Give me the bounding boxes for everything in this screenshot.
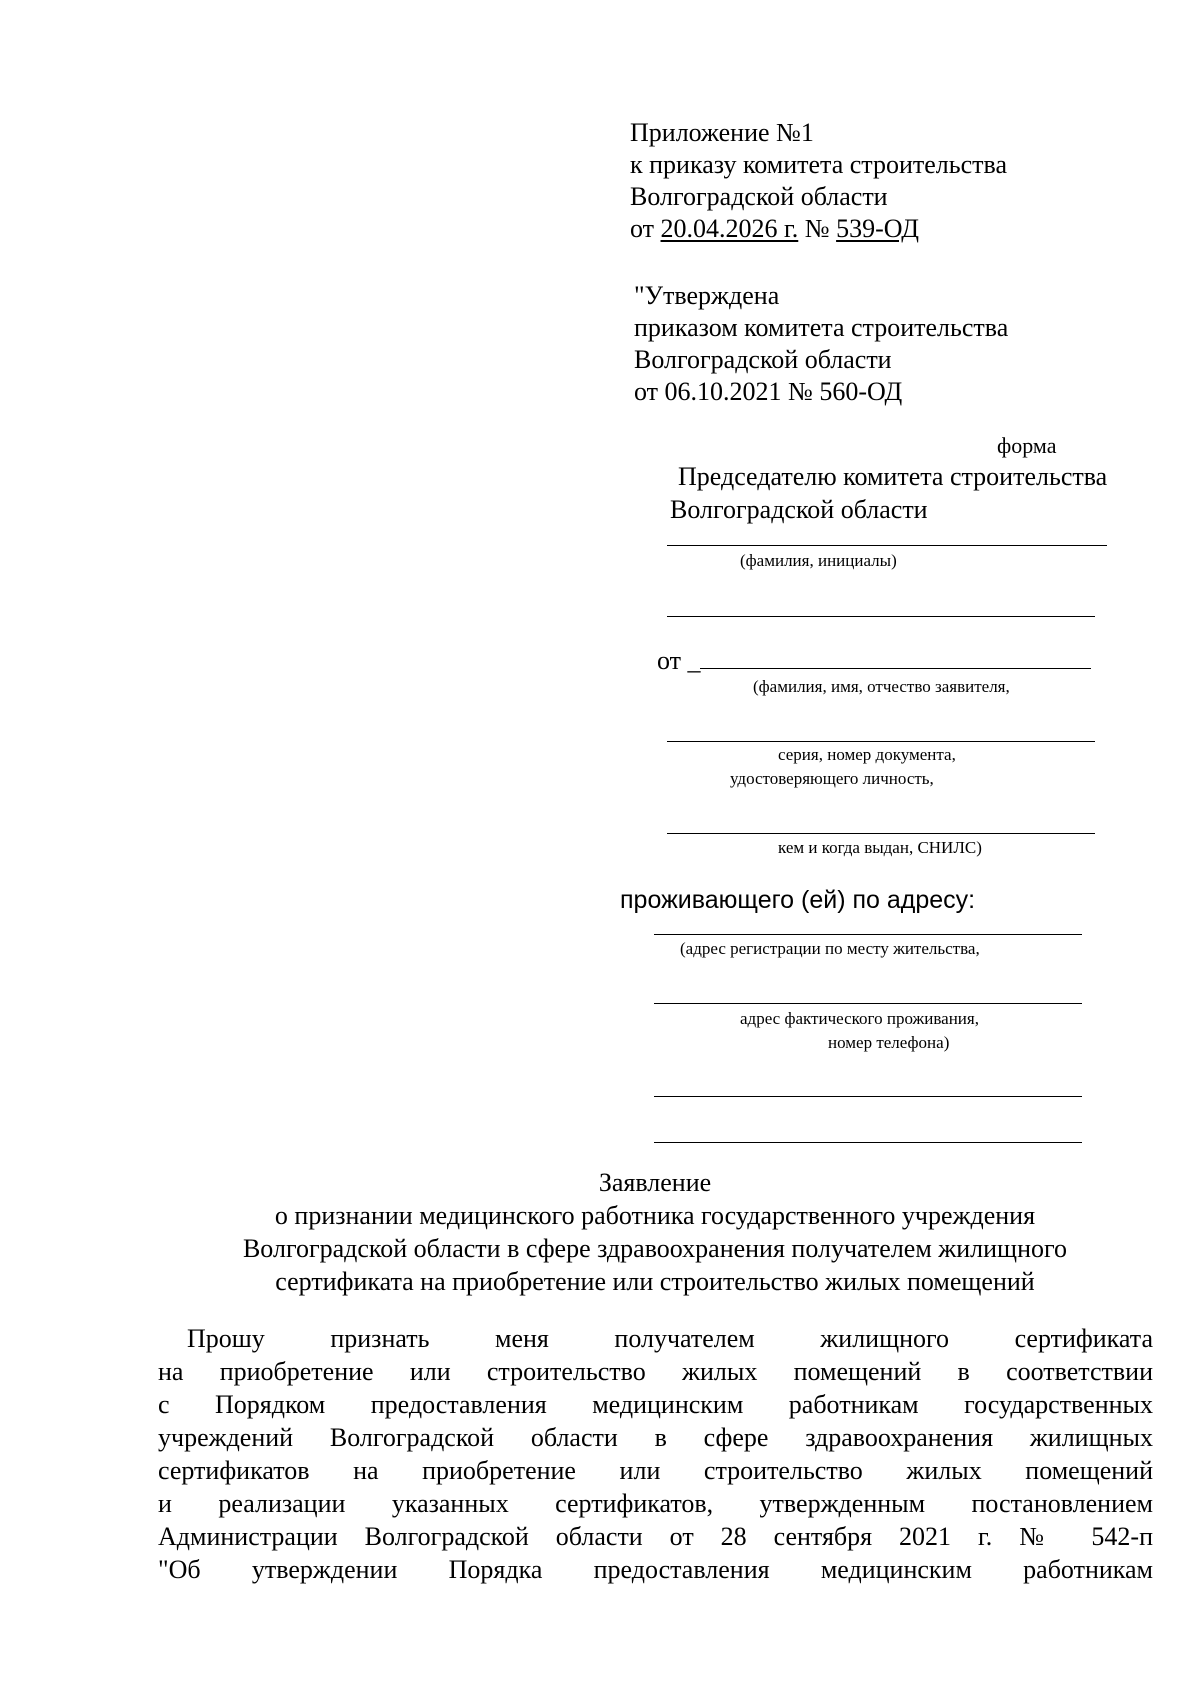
appendix-date-prefix: от — [630, 214, 661, 243]
hint-registration-address: (адрес регистрации по месту жительства, — [680, 939, 980, 958]
approved-line-2: приказом комитета строительства — [634, 313, 1009, 342]
appendix-date: 20.04.2026 г. — [660, 214, 799, 243]
hint-name-initials: (фамилия, инициалы) — [740, 551, 897, 570]
document-blank-line — [667, 741, 1095, 742]
residence-label: проживающего (ей) по адресу: — [620, 886, 976, 914]
name-blank-line — [667, 545, 1107, 546]
hint-actual-address: адрес фактического проживания, — [740, 1009, 979, 1028]
body-line-4: учреждений Волгоградской области в сфере здравоохранения жилищных — [158, 1423, 1153, 1452]
hint-document-identity: удостоверяющего личность, — [730, 769, 934, 788]
body-line-7: Администрации Волгоградской области от 28 сентября 2021 г. № 542-п — [158, 1522, 1153, 1551]
body-line-2: на приобретение или строительство жилых помещений в соответствии — [158, 1357, 1153, 1386]
extra-blank-line-2 — [654, 1142, 1082, 1143]
hint-issued-by: кем и когда выдан, СНИЛС) — [778, 838, 982, 857]
title-line-4: сертификата на приобретение или строительство жилых помещений — [275, 1267, 1035, 1296]
addressee-line-2: Волгоградской области — [670, 495, 928, 524]
appendix-line-3: Волгоградской области — [630, 182, 888, 211]
issued-blank-line — [667, 833, 1095, 834]
hint-phone: номер телефона) — [828, 1033, 950, 1052]
body-line-1: Прошу признать меня получателем жилищного сертификата — [187, 1324, 1153, 1353]
approved-line-4: от 06.10.2021 № 560-ОД — [634, 377, 903, 406]
title-line-3: Волгоградской области в сфере здравоохранения получателем жилищного — [242, 1234, 1068, 1263]
hint-document-series: серия, номер документа, — [778, 745, 956, 764]
appendix-line-2: к приказу комитета строительства — [630, 150, 1008, 179]
form-label: форма — [997, 433, 1057, 458]
addressee-line-1: Председателю комитета строительства — [678, 462, 1108, 491]
body-line-6: и реализации указанных сертификатов, утвержденным постановлением — [158, 1489, 1153, 1518]
title-line-1: Заявление — [598, 1168, 712, 1197]
registration-blank-line — [654, 934, 1082, 935]
from-label: от _ — [657, 646, 701, 675]
hint-applicant-name: (фамилия, имя, отчество заявителя, — [753, 677, 1010, 696]
appendix-line-1: Приложение №1 — [630, 118, 814, 147]
approved-line-1: "Утверждена — [634, 281, 780, 310]
actual-address-blank-line — [654, 1003, 1082, 1004]
body-line-8: "Об утверждении Порядка предоставления медицинским работникам — [158, 1555, 1153, 1584]
appendix-number: 539-ОД — [836, 214, 919, 243]
approved-line-3: Волгоградской области — [634, 345, 892, 374]
extra-blank-line-1 — [654, 1096, 1082, 1097]
title-line-2: о признании медицинского работника государственного учреждения — [274, 1201, 1036, 1230]
appendix-line-4 — [630, 213, 919, 245]
body-line-5: сертификатов на приобретение или строительство жилых помещений — [158, 1456, 1153, 1485]
appendix-number-prefix: № — [798, 214, 837, 243]
from-blank-line — [700, 668, 1091, 669]
body-line-3: с Порядком предоставления медицинским работникам государственных — [158, 1390, 1153, 1419]
blank-line-1 — [667, 616, 1095, 617]
